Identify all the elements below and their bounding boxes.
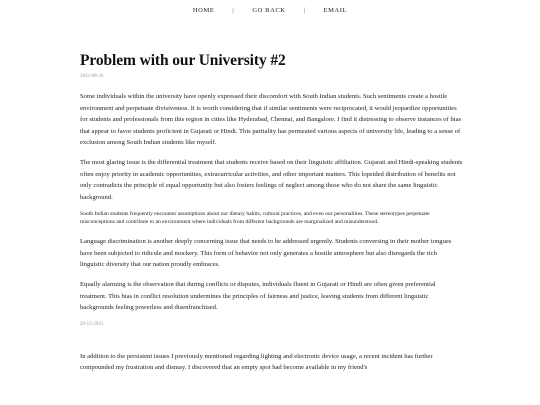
nav-separator: | <box>232 7 235 14</box>
blog-post <box>80 52 463 382</box>
nav-separator: | <box>303 7 306 14</box>
post-paragraph: Some individuals within the university have openly expressed their discomfort with South Indian students. Such sentiments create a hostile environment and perpetuate divisiveness. It is worth considering that if similar sentiments were reciprocated, it would jeopardize opportunities for students and professionals from this region in cities like Hyderabad, Chennai, and Bangalore. I find it distressing to observe instances of bias that appear to favor students proficient in Gujarati or Hindi. This partiality has permeated various aspects of university life, leading to a sense of exclusion among South Indian students like myself. <box>80 93 462 147</box>
nav-go-back-link[interactable]: GO BACK <box>252 7 286 14</box>
update-date: 20-12-2023 <box>80 321 104 327</box>
post-paragraph: Equally alarming is the observation that during conflicts or disputes, individuals fluent in Gujarati or Hindi are often given preferential treatment. This bias in conflict resolution undermines the principles of fairness and justice, leaving students from different linguistic backgrounds feeling powerless and disenfranchised. <box>80 280 436 312</box>
post-paragraph-small: South Indian students frequently encounter assumptions about our dietary habits, cultural practices, and even our personalities. These stereotypes perpetuate misconceptions and contribute to an environment where individuals from different backgrounds are marginalized and misunderstood. <box>80 211 430 225</box>
post-paragraph: Language discrimination is another deeply concerning issue that needs to be addressed urgently. Students conversing in their mother tongues have been subjected to ridicule and mockery. This form of behavior not only generates a hostile atmosphere but also disregards the rich linguistic diversity that our nation proudly embraces. <box>80 238 452 269</box>
post-title: Problem with our University #2 <box>80 52 286 69</box>
post-date: 2023-08-26 <box>80 74 104 79</box>
nav-home-link[interactable]: HOME <box>192 7 215 14</box>
post-paragraph: In addition to the persistent issues I previously mentioned regarding lighting and electronic device usage, a recent incident has further compounded my frustration and dismay. I discovered that an empty spot had become available in my friend's <box>80 352 433 372</box>
top-navigation <box>0 7 540 14</box>
nav-email-link[interactable]: EMAIL <box>323 7 348 14</box>
post-paragraph: The most glaring issue is the differential treatment that students receive based on their linguistic affiliation. Gujarati and Hindi-speaking students often enjoy priority in academic opportunities, extracurricular activities, and other important matters. This lopsided distribution of benefits not only contradicts the principle of equal opportunity but also fosters feelings of neglect among those who do not share the same linguistic background. <box>80 158 463 201</box>
